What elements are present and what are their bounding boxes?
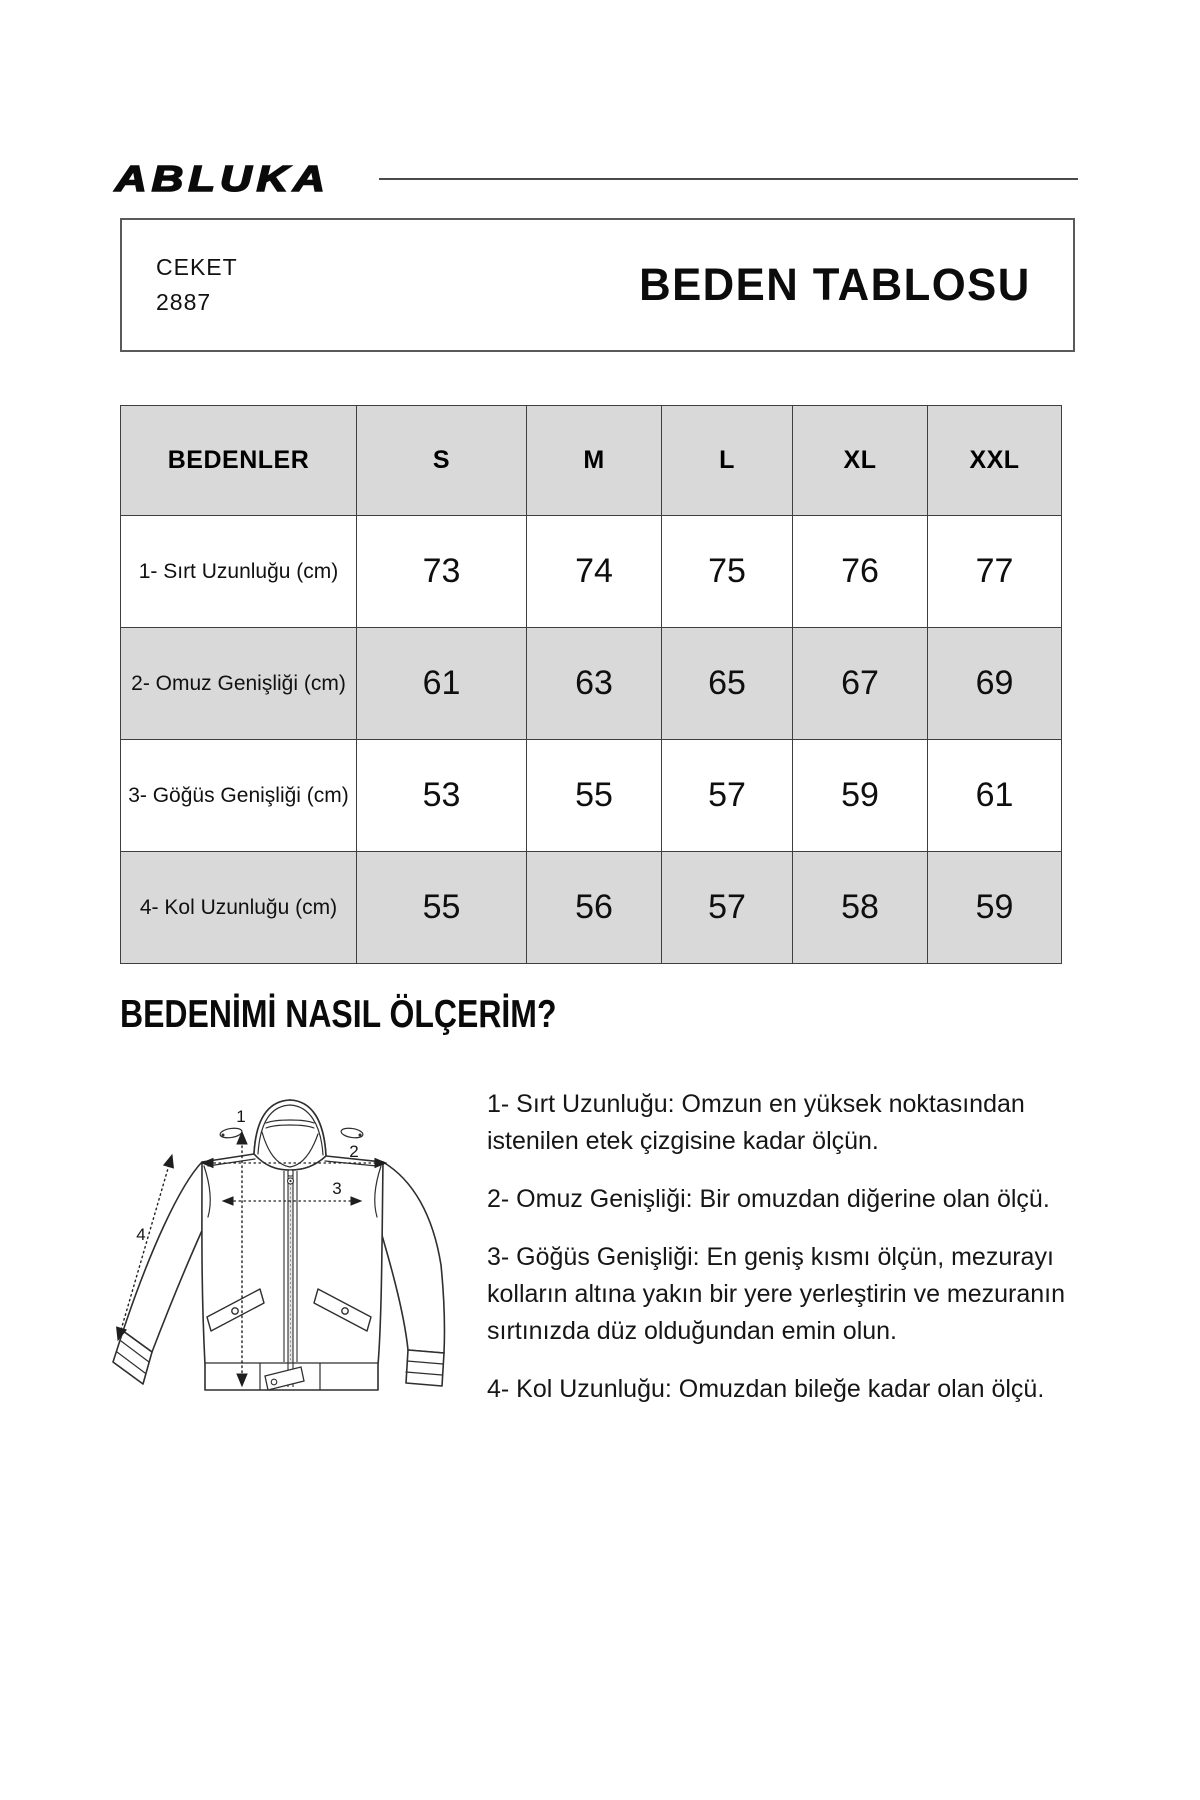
zipper-slider — [288, 1170, 293, 1176]
column-header-xl: XL — [793, 406, 928, 516]
table-row — [121, 628, 1062, 740]
marker-2: 2 — [349, 1142, 359, 1161]
column-header-l: L — [662, 406, 793, 516]
table-header-row — [121, 406, 1062, 516]
size-value-cell: 58 — [793, 852, 928, 964]
size-value-cell: 55 — [527, 740, 662, 852]
left-pocket-button — [232, 1308, 238, 1314]
marker-3: 3 — [332, 1179, 342, 1198]
size-value-cell: 59 — [793, 740, 928, 852]
column-header-xxl: XXL — [928, 406, 1062, 516]
product-type: CEKET — [156, 254, 238, 280]
size-value-cell: 59 — [928, 852, 1062, 964]
size-value-cell: 73 — [357, 516, 527, 628]
header-box — [120, 218, 1075, 352]
size-value-cell: 63 — [527, 628, 662, 740]
size-value-cell: 53 — [357, 740, 527, 852]
measurement-label: 3- Göğüs Genişliği (cm) — [121, 740, 357, 852]
size-value-cell: 61 — [357, 628, 527, 740]
size-value-cell: 65 — [662, 628, 793, 740]
size-value-cell: 74 — [527, 516, 662, 628]
brand-row — [115, 160, 1078, 198]
jacket-collar — [254, 1100, 326, 1170]
size-value-cell: 61 — [928, 740, 1062, 852]
instruction-back-length: 1- Sırt Uzunluğu: Omzun en yüksek noktasından istenilen etek çizgisine kadar ölçün. — [487, 1090, 1025, 1155]
howto-heading: BEDENİMİ NASIL ÖLÇERİM? — [120, 993, 557, 1036]
marker-4: 4 — [136, 1225, 146, 1244]
brand-rule-line — [379, 178, 1078, 180]
jacket-measurement-diagram — [105, 1075, 450, 1405]
table-row — [121, 852, 1062, 964]
instruction-sleeve-length: 4- Kol Uzunluğu: Omuzdan bileğe kadar olan ölçü. — [487, 1375, 1045, 1403]
jacket-right-cuff — [406, 1350, 444, 1386]
jacket-left-sleeve — [123, 1162, 209, 1352]
product-block — [156, 256, 238, 314]
page-title: BEDEN TABLOSU — [639, 259, 1031, 310]
product-code: 2887 — [156, 289, 212, 315]
column-header-bedenler: BEDENLER — [121, 406, 357, 516]
size-value-cell: 56 — [527, 852, 662, 964]
table-row — [121, 740, 1062, 852]
size-value-cell: 75 — [662, 516, 793, 628]
left-epaulette — [219, 1127, 242, 1139]
instructions-block — [487, 1086, 1087, 1429]
size-value-cell: 67 — [793, 628, 928, 740]
table-row — [121, 516, 1062, 628]
column-header-m: M — [527, 406, 662, 516]
brand-logo: ABLUKA — [115, 158, 330, 199]
marker-1: 1 — [236, 1107, 246, 1126]
size-value-cell: 69 — [928, 628, 1062, 740]
column-header-s: S — [357, 406, 527, 516]
jacket-right-sleeve — [376, 1162, 445, 1353]
size-table — [120, 405, 1062, 964]
size-value-cell: 76 — [793, 516, 928, 628]
size-value-cell: 57 — [662, 740, 793, 852]
right-epaulette — [340, 1127, 363, 1139]
size-value-cell: 77 — [928, 516, 1062, 628]
size-value-cell: 57 — [662, 852, 793, 964]
right-pocket-button — [342, 1308, 348, 1314]
instruction-chest-width: 3- Göğüs Genişliği: En geniş kısmı ölçün, mezurayı kolların altına yakın bir yere yerleştirin ve mezuranın sırtınızda düz olduğundan emin olun. — [487, 1243, 1066, 1345]
measurement-label: 2- Omuz Genişliği (cm) — [121, 628, 357, 740]
size-value-cell: 55 — [357, 852, 527, 964]
measurement-label: 1- Sırt Uzunluğu (cm) — [121, 516, 357, 628]
instruction-shoulder-width: 2- Omuz Genişliği: Bir omuzdan diğerine olan ölçü. — [487, 1185, 1050, 1213]
measurement-label: 4- Kol Uzunluğu (cm) — [121, 852, 357, 964]
